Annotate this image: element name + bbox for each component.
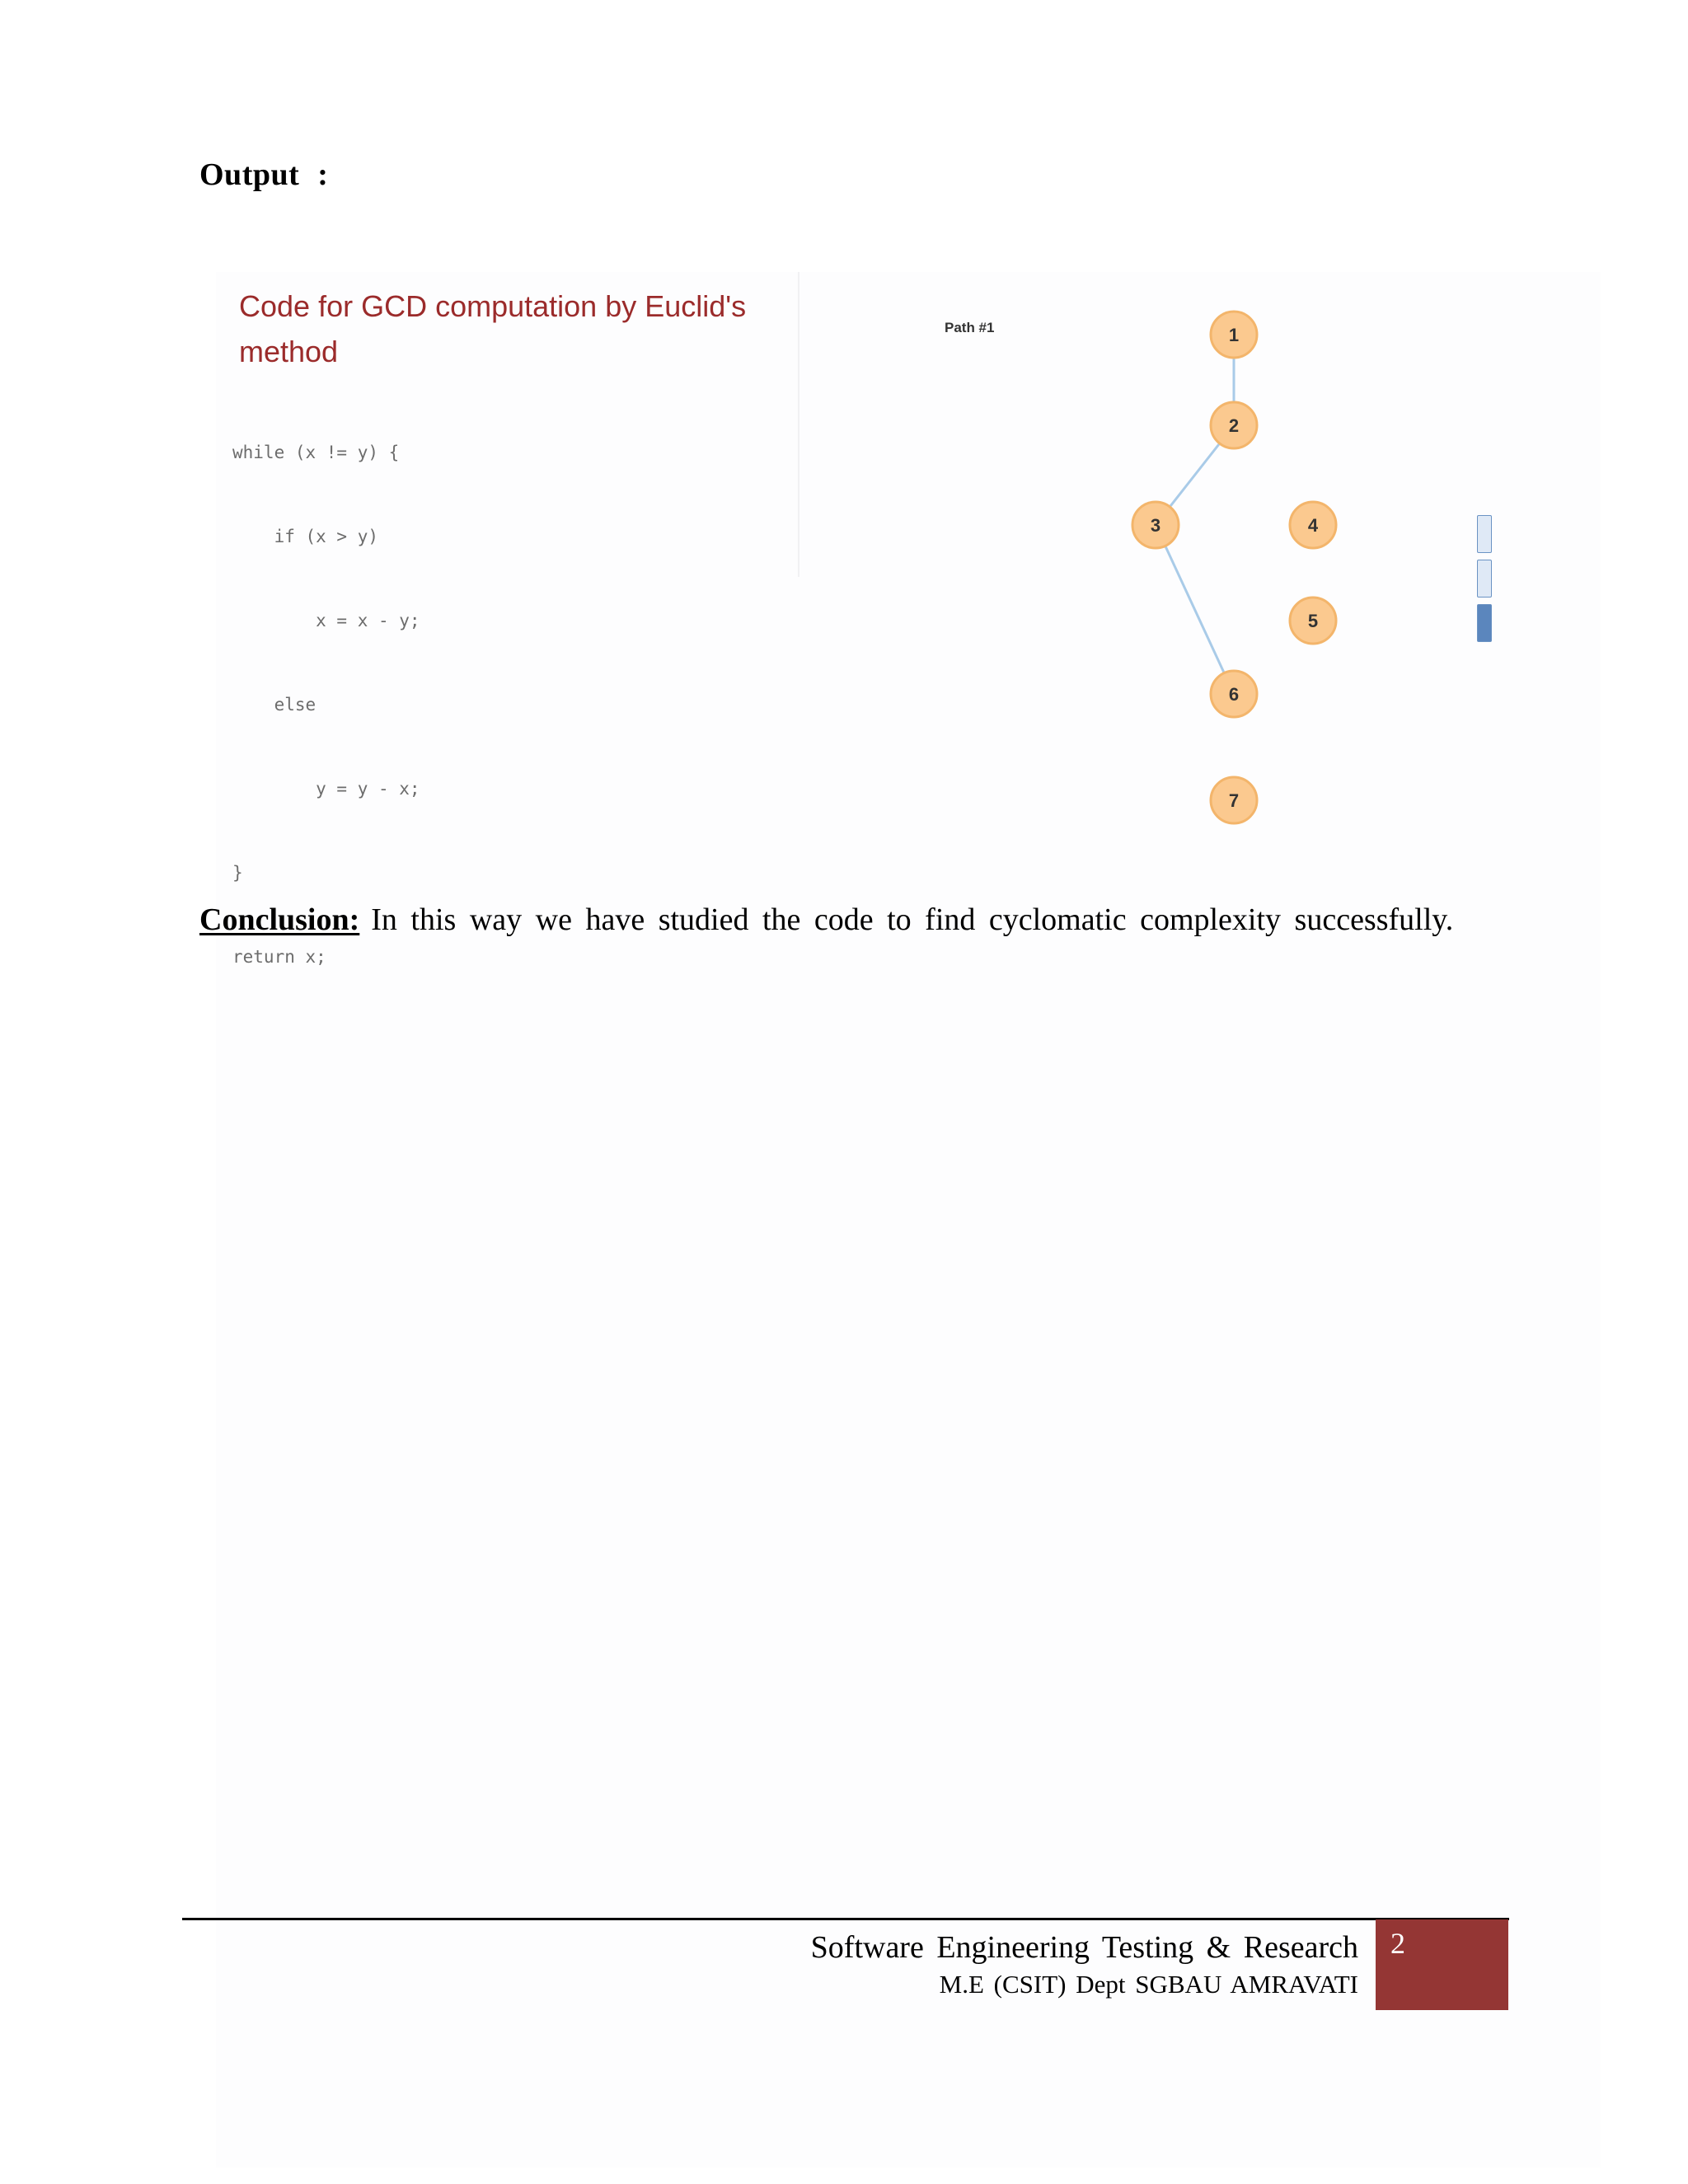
- graph-node-label: 3: [1150, 515, 1161, 536]
- graph-node-label: 5: [1307, 611, 1319, 631]
- code-line: else: [232, 695, 316, 715]
- page-number-box: [1376, 1919, 1508, 2010]
- output-heading: [199, 157, 328, 193]
- graph-node-2: [1211, 402, 1257, 448]
- toolbar-button[interactable]: [1477, 515, 1492, 553]
- graph-node-1: [1211, 312, 1257, 358]
- graph-node-4: [1290, 502, 1336, 548]
- graph-edge-3-6: [1156, 525, 1234, 694]
- graph-node-label: 4: [1307, 515, 1319, 536]
- path-label: Path #1: [945, 320, 995, 335]
- code-line: if (x > y): [232, 527, 379, 546]
- graph-node-label: 2: [1228, 415, 1240, 436]
- side-toolbar: [1477, 515, 1492, 647]
- code-line: return x;: [232, 947, 326, 967]
- conclusion-text: In this way we have studied the code to find cyclomatic complexity successfully.: [371, 902, 1454, 937]
- control-flow-graph: [221, 272, 1494, 849]
- footer-rule: [182, 1918, 1509, 1920]
- code-line: y = y - x;: [232, 779, 420, 799]
- footer-title: Software Engineering Testing & Research: [810, 1930, 1358, 1965]
- graph-node-label: 6: [1228, 684, 1240, 705]
- graph-node-label: 1: [1228, 325, 1240, 345]
- conclusion-paragraph: [199, 902, 1453, 938]
- output-heading-text: Output: [199, 157, 300, 192]
- graph-node-6: [1211, 671, 1257, 717]
- footer-text: [811, 1927, 1358, 2001]
- graph-node-3: [1132, 502, 1179, 548]
- code-line: x = x - y;: [232, 611, 420, 630]
- graph-node-label: 7: [1228, 790, 1240, 811]
- graph-node-5: [1290, 598, 1336, 644]
- graph-node-7: [1211, 777, 1257, 823]
- output-heading-colon: :: [317, 157, 329, 192]
- conclusion-label: Conclusion:: [199, 902, 360, 937]
- code-line: while (x != y) {: [232, 443, 400, 462]
- code-title: Code for GCD computation by Euclid's method: [239, 289, 747, 368]
- footer-subtitle: M.E (CSIT) Dept SGBAU AMRAVATI: [939, 1970, 1358, 1999]
- code-line: }: [232, 863, 243, 883]
- page-number: 2: [1390, 1927, 1405, 1960]
- toolbar-button[interactable]: [1477, 604, 1492, 642]
- toolbar-button[interactable]: [1477, 560, 1492, 598]
